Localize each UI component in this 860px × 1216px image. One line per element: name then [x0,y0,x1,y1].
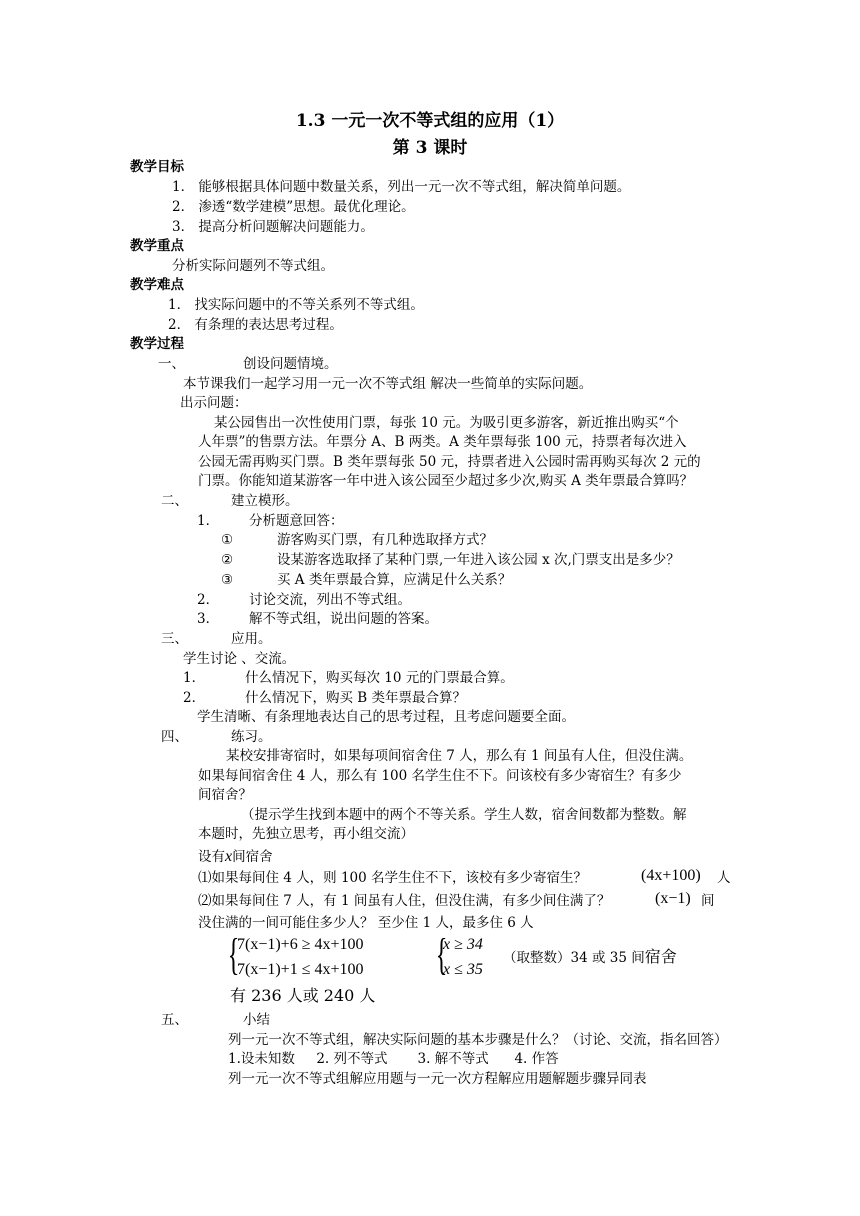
let-statement: 设有x间宿舍 [198,848,273,865]
s2-item: 解不等式组，说出问题的答案。 [249,611,438,627]
case-1: ⑴如果每间住 4 人，则 100 名学生住不下，该校有多少寄宿生？ [198,870,588,886]
section-4-title: 练习。 [231,729,272,745]
s2-question: 游客购买门票，有几种选取择方式？ [277,532,493,548]
left-brace: { [435,930,448,979]
section-4-number: 四、 [161,729,188,745]
goal-item: 2． 渗透“数学建模”思想。最优化理论。 [172,199,415,215]
problem-line: 某公园售出一次性使用门票，每张 10 元。为吸引更多游客，新近推出购买“个 [214,415,679,431]
section-5-title: 小结 [243,1012,270,1028]
section-1-show: 出示问题： [180,395,248,411]
goal-item: 3． 提高分析问题解决问题能力。 [172,219,374,235]
case-2: ⑵如果每间住 7 人，有 1 间虽有人住，但没住满，有多少间住满了？ [198,893,611,909]
summary-question: 列一元一次不等式组，解决实际问题的基本步骤是什么？（讨论、交流，指名回答） [228,1032,728,1048]
key-text: 分析实际问题列不等式组。 [172,258,334,274]
s2-question-number: ① [221,532,234,548]
s3-item-number: 2． [183,690,206,706]
section-2-number: 二、 [161,493,188,509]
solution-note: （取整数）34 或 35 间宿舍 [503,947,677,966]
s3-item-number: 1． [183,670,206,686]
s2-question-number: ③ [221,572,234,588]
problem-line: 公园无需再购买门票。B 类年票每张 50 元，持票者进入公园时需再购买每次 2 元的 [198,454,701,470]
inequality-2: 7(x−1)+1 ≤ 4x+100 [237,961,364,978]
s2-item-number: 1． [197,513,220,529]
section-1-title: 创设问题情境。 [243,356,338,372]
s3-item: 什么情况下，购买每次 10 元的门票最合算。 [245,670,514,686]
case-1-unit: 人 [717,870,731,886]
exercise-line: 间宿舍？ [198,787,252,803]
solution-2: x ≤ 35 [443,961,483,978]
answer: 有 236 人或 240 人 [230,986,376,1005]
s3-item: 什么情况下，购买 B 类年票最合算？ [245,690,467,706]
summary-steps: 1.设未知数 2. 列不等式 3. 解不等式 4. 作答 [228,1051,559,1067]
problem-line: 人年票”的售票方法。年票分 A、B 两类。A 类年票每张 100 元，持票者每次进入 [198,434,687,450]
goal-item: 1． 能够根据具体问题中数量关系，列出一元一次不等式组，解决简单问题。 [172,179,631,195]
case-2-unit: 间 [701,893,715,909]
section-3-number: 三、 [161,631,188,647]
case-1-answer: (4x+100) [641,867,701,884]
goals-heading: 教学目标 [130,159,184,175]
page-title: 1.3 一元一次不等式组的应用（1） [295,111,565,131]
s2-question: 买 A 类年票最合算，应满足什么关系？ [277,572,512,588]
difficulty-item: 2． 有条理的表达思考过程。 [168,317,343,333]
s2-question: 设某游客选取择了某种门票,一年进入该公园 x 次,门票支出是多少？ [277,552,680,568]
s2-question-number: ② [221,552,234,568]
s2-item-number: 2． [197,592,220,608]
problem-line: 门票。你能知道某游客一年中进入该公园至少超过多少次,购买 A 类年票最合算吗？ [198,473,694,489]
case-2-answer: (x−1) [655,890,691,907]
s2-item-number: 3． [197,611,220,627]
exercise-line: 如果每间宿舍住 4 人，那么有 100 名学生住不下。问该校有多少寄宿生？有多少 [198,768,682,784]
inequality-1: 7(x−1)+6 ≥ 4x+100 [237,936,364,953]
difficulty-item: 1． 找实际问题中的不等关系列不等式组。 [168,297,424,313]
section-1-intro: 本节课我们一起学习用一元一次不等式组 解决一些简单的实际问题。 [183,376,593,392]
case-3: 没住满的一间可能住多少人？ 至少住 1 人，最多住 6 人 [198,915,534,931]
section-3-title: 应用。 [231,631,272,647]
s2-item: 分析题意回答： [249,513,344,529]
section-3-intro: 学生讨论 、交流。 [183,651,296,667]
page-subtitle: 第 3 课时 [392,138,468,158]
solution-1: x ≥ 34 [443,936,483,953]
summary-last: 列一元一次不等式组解应用题与一元一次方程解应用题解题步骤异同表 [228,1071,647,1087]
s2-item: 讨论交流，列出不等式组。 [249,592,411,608]
hint-line: （提示学生找到本题中的两个不等关系。学生人数，宿舍间数都为整数。解 [241,807,687,823]
left-brace: { [227,930,240,979]
section-2-title: 建立模形。 [231,493,299,509]
hint-line: 本题时，先独立思考，再小组交流） [198,826,414,842]
section-5-number: 五、 [161,1012,188,1028]
section-1-number: 一、 [158,356,185,372]
difficulty-heading: 教学难点 [130,277,184,293]
section-3-note: 学生清晰、有条理地表达自己的思考过程，且考虑问题要全面。 [197,709,575,725]
exercise-line: 某校安排寄宿时，如果每项间宿舍住 7 人，那么有 1 间虽有人住，但没住满。 [226,748,693,764]
process-heading: 教学过程 [130,336,184,352]
key-heading: 教学重点 [130,238,184,254]
